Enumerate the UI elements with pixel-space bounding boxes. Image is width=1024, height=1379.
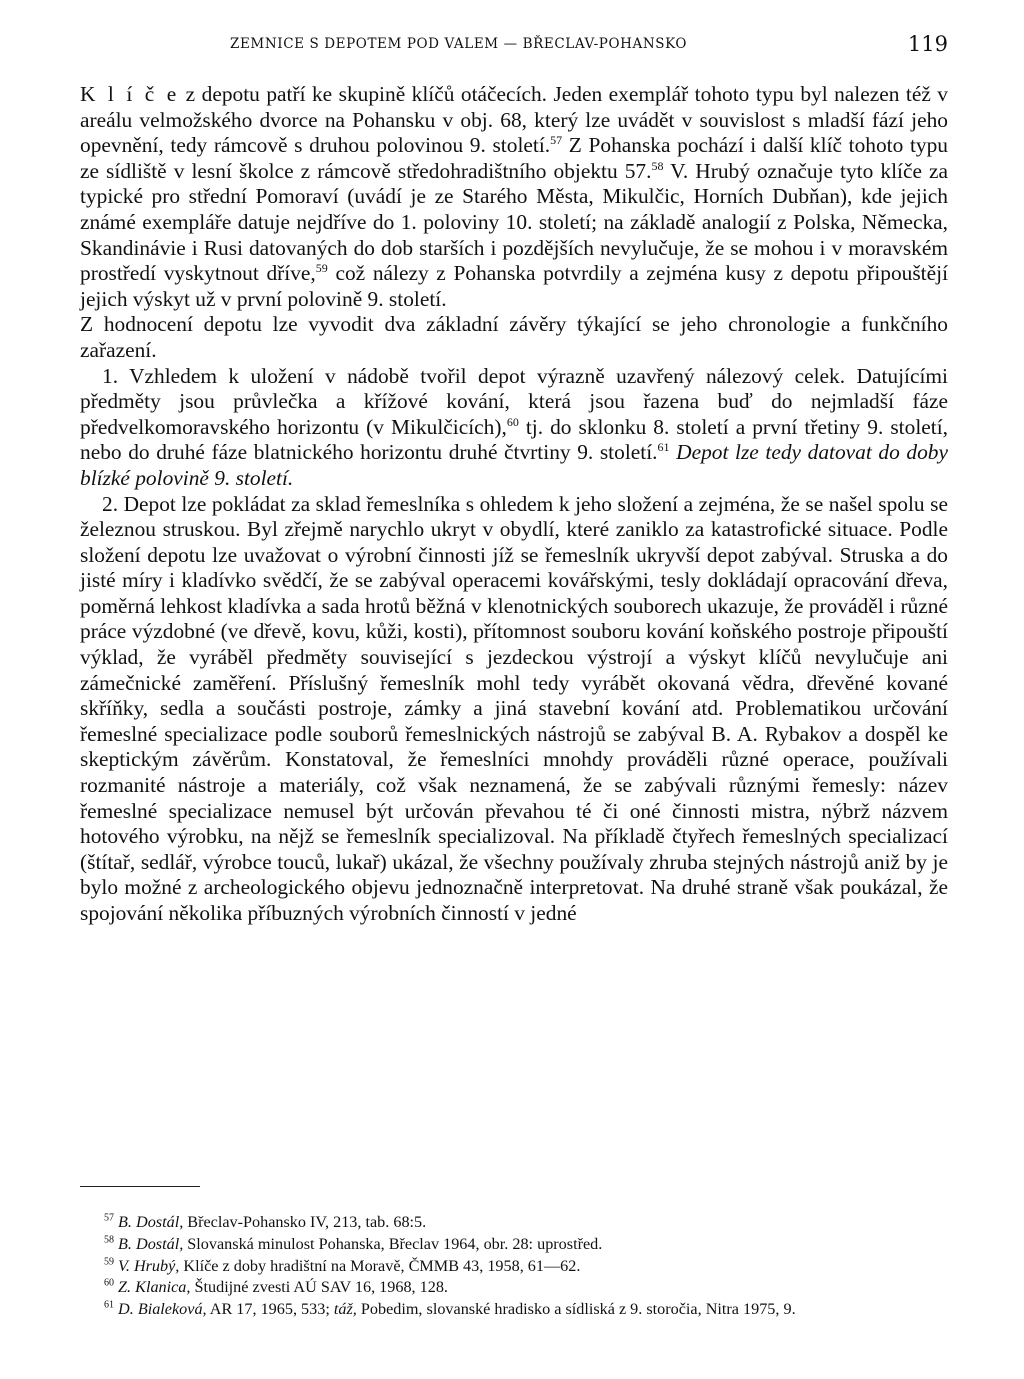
footnote-author: D. Bialeková, bbox=[118, 1300, 207, 1319]
footnote-ref[interactable]: 59 bbox=[315, 261, 328, 276]
footnote-ref[interactable]: 57 bbox=[550, 133, 563, 148]
paragraph-keys: K l í č e z depotu patří ke skupině klíčů otáčecích. Jeden exemplář tohoto typu byl nalezen též v areálu velmožského dvorce na Pohansku v obj. 68, který lze uvádět v souvislost s mladší fází jeho opevnění, tedy rámcově s druhou polovinou 9. století.$^{57}$ Z Pohanska pochází i další klíč tohoto typu ze sídliště v lesní školce z rámcově středohradištního objektu 57.58 V. Hrubý označuje tyto klíče za typické pro střední Pomoraví (uvádí je ze Starého Města, Mikulčic, Horních Dubňan), kde jejich známé exempláře datuje nejdříve do 1. poloviny 10. století; na základě analogií z Polska, Německa, Skandinávie i Rusi datovaných do dob starších i pozdějších nevylučuje, že se mohou i v moravském prostředí vyskytnout dříve,$^{59}$ což nálezy z Pohanska potvrdily a zejména kusy z depotu připouštějí jejich výskyt už v první polovině 9. století. bbox=[80, 82, 949, 311]
footnote-author: B. Dostál, bbox=[118, 1234, 184, 1253]
footnote-58: $^{58}$ B. Dostál, Slovanská minulost Pohanska, Břeclav 1964, obr. 28: uprostřed. bbox=[104, 1234, 603, 1253]
dating-conclusion: Depot lze tedy datovat do doby blízké polovině 9. století. bbox=[80, 440, 948, 490]
footnote-number: 58 bbox=[104, 1234, 114, 1246]
footnote-author: táž, bbox=[333, 1300, 357, 1319]
footnotes bbox=[80, 1212, 948, 1321]
footnote-61: $^{61}$ D. Bialeková, AR 17, 1965, 533; táž, Pobedim, slovanské hradisko a sídliská z 9. storočia, Nitra 1975, 9. bbox=[104, 1299, 796, 1319]
footnote-separator bbox=[80, 1186, 200, 1187]
running-title: ZEMNICE S DEPOTEM POD VALEM — BŘECLAV-POHANSKO bbox=[230, 36, 688, 52]
footnote-number: 60 bbox=[104, 1278, 114, 1289]
footnote-author: B. Dostál, bbox=[118, 1213, 184, 1231]
paragraph-conclusion-2: 2. Depot lze pokládat za sklad řemeslníka s ohledem k jeho složení a zejména, že se našel spolu se železnou struskou. Byl zřejmě narychlo ukryt v obydlí, které zaniklo za katastrofické situace. Podle složení depotu lze uvažovat o výrobní činnosti jíž se řemeslník ukryvší depot zabýval. Struska a do jisté míry i kladívko svědčí, že se zabýval operacemi kovářskými, tesly dokládají opracování dřeva, poměrná lehkost kladívka a sada hrotů běžná v klenotnických souborech ukazuje, že prováděl i různé práce výzdobné (ve dřevě, kovu, kůži, kosti), přítomnost souboru kování koňského postroje připouští výklad, že vyráběl předměty související s jezdeckou výstrojí a výskyt klíčů nevylučuje ani zámečnické zaměření. Příslušný řemeslník mohl tedy vyrábět okovaná vědra, dřevěné kované skříňky, sedla a součásti postroje, zámky a jiná stavební kování atd. Problematikou určování řemeslné specializace podle souborů řemeslnických nástrojů se zabýval B. A. Rybakov a dospěl ke skeptickým závěrům. Konstatoval, že řemeslníci mnohdy prováděli různé operace, používali rozmanité nástroje a materiály, což však neznamená, že se zabývali různými řemesly: název řemeslné specializace nemusel být určován převahou té či oné činnosti mistra, nýbrž názvem hotového výrobku, na nějž se řemeslník specializoval. Na příkladě čtyřech řemeslných specializací (štítař, sedlář, výrobce touců, lukař) ukázal, že všechny používaly zhruba stejných nástrojů aniž by je bylo možné z archeologického objevu jednoznačně interpretovat. Na druhé straně však poukázal, že spojování několika příbuzných výrobních činností v jedné bbox=[80, 491, 948, 925]
footnote-author: V. Hrubý, bbox=[118, 1256, 180, 1275]
footnote-57: $^{57}$ B. Dostál, Břeclav-Pohansko IV, 213, tab. 68:5. bbox=[104, 1212, 427, 1231]
footnote-number: 57 bbox=[104, 1212, 114, 1224]
running-header bbox=[80, 32, 948, 58]
footnote-59: $^{59}$ V. Hrubý, Klíče z doby hradištní na Moravě, ČMMB 43, 1958, 61—62. bbox=[104, 1256, 581, 1275]
page-number: 119 bbox=[907, 32, 948, 56]
paragraph-conclusion-1: 1. Vzhledem k uložení v nádobě tvořil depot výrazně uzavřený nálezový celek. Datujícími předměty jsou průvlečka a křížové kování, která jsou řazena buď do nejmladší fáze předvelkomoravského horizontu (v Mikulčicích),$^{60}$ tj. do sklonku 8. století a první třetiny 9. století, nebo do druhé fáze blatnického horizontu druhé čtvrtiny 9. století.$^{61}$ Depot lze tedy datovat do doby blízké polovině 9. století. bbox=[80, 363, 948, 490]
main-text bbox=[80, 82, 948, 927]
footnote-ref[interactable]: 61 bbox=[657, 440, 670, 455]
footnote-60: $^{60}$ Z. Klanica, Študijné zvesti AÚ SAV 16, 1968, 128. bbox=[104, 1278, 448, 1297]
paragraph-evaluation: Z hodnocení depotu lze vyvodit dva základní závěry týkající se jeho chronologie a funkčního zařazení. bbox=[80, 312, 948, 362]
footnote-number: 61 bbox=[104, 1299, 114, 1311]
footnote-author: Z. Klanica, bbox=[118, 1278, 191, 1297]
footnote-number: 59 bbox=[104, 1256, 114, 1268]
lead-word: K l í č e bbox=[80, 82, 180, 106]
footnote-ref[interactable]: 58 bbox=[651, 158, 664, 173]
footnote-ref[interactable]: 60 bbox=[506, 414, 519, 429]
